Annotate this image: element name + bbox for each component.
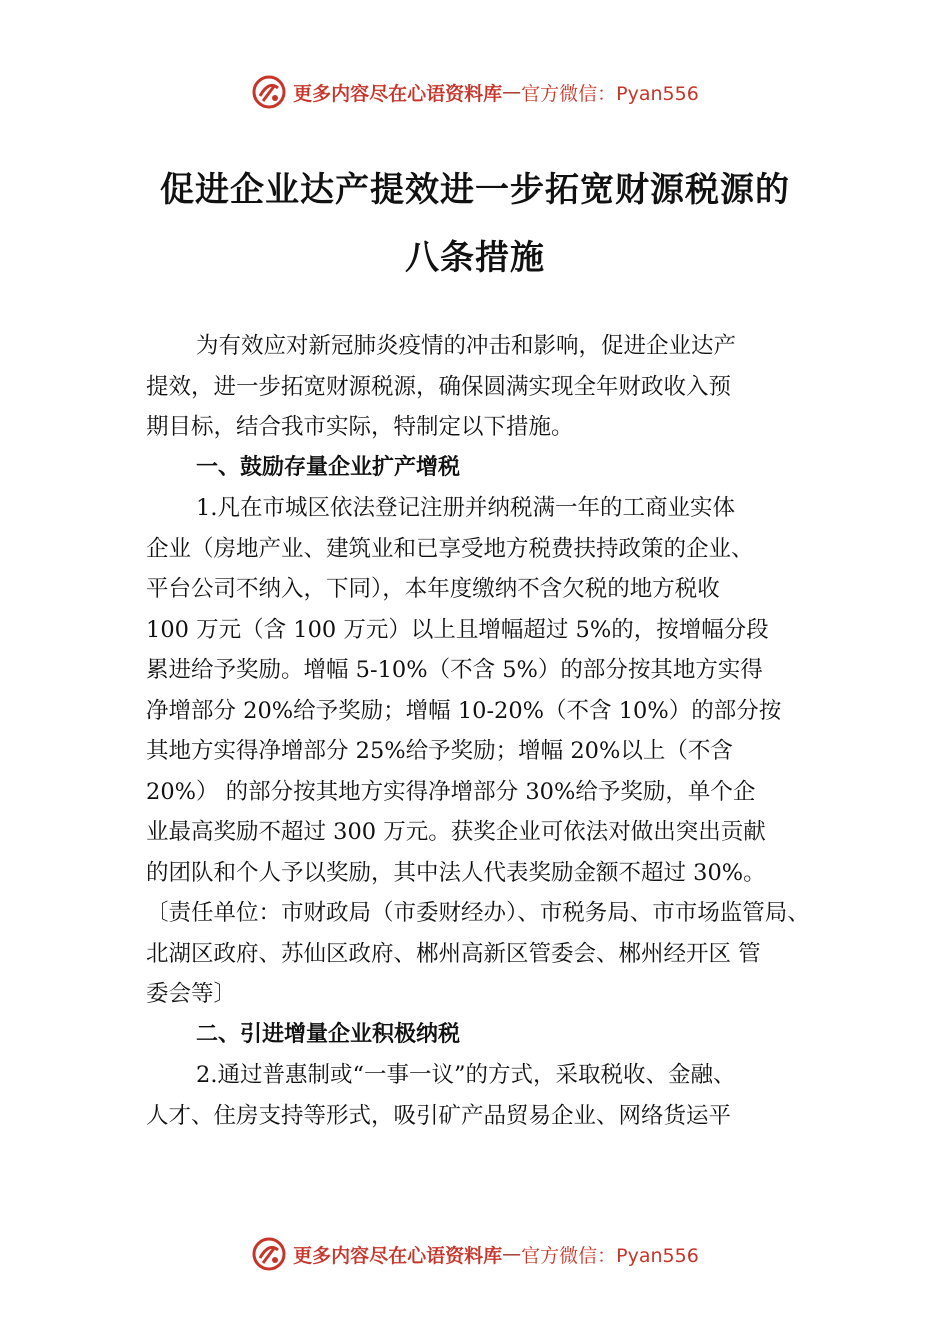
body-line: 〔责任单位：市财政局（市委财经办）、市税务局、市市场监管局、 xyxy=(146,900,810,926)
logo-icon xyxy=(251,1236,287,1272)
body-line: 净增部分 20%给予奖励；增幅 10-20%（不含 10%）的部分按 xyxy=(146,697,782,724)
body-line: 平台公司不纳入，下同），本年度缴纳不含欠税的地方税收 xyxy=(146,576,720,602)
body-line: 累进给予奖励。增幅 5-10%（不含 5%）的部分按其地方实得 xyxy=(146,657,763,683)
watermark-separator: — xyxy=(502,81,522,103)
body-line: 提效，进一步拓宽财源税源，确保圆满实现全年财政收入预 xyxy=(146,373,732,400)
section-heading-2: 二、引进增量企业积极纳税 xyxy=(196,1021,461,1047)
body-line: 委会等〕 xyxy=(146,981,237,1007)
body-line: 2.通过普惠制或“一事一议”的方式，采取税收、金融、 xyxy=(196,1062,736,1088)
document-title-line-1: 促进企业达产提效进一步拓宽财源税源的 xyxy=(160,170,790,210)
section-heading-1: 一、鼓励存量企业扩产增税 xyxy=(196,454,461,480)
body-line: 为有效应对新冠肺炎疫情的冲击和影响，促进企业达产 xyxy=(196,333,737,359)
document-title-line-2: 八条措施 xyxy=(405,238,545,278)
body-line: 20%） 的部分按其地方实得净增部分 30%给予奖励，单个企 xyxy=(146,778,756,805)
body-line: 期目标，结合我市实际，特制定以下措施。 xyxy=(146,414,574,440)
body-line: 北湖区政府、苏仙区政府、郴州高新区管委会、郴州经开区 管 xyxy=(146,940,761,967)
body-line: 企业（房地产业、建筑业和已享受地方税费扶持政策的企业、 xyxy=(146,535,754,562)
body-line: 1.凡在市城区依法登记注册并纳税满一年的工商业实体 xyxy=(196,495,735,521)
watermark-contact: 官方微信：Pyan556 xyxy=(521,82,699,105)
document-body xyxy=(146,326,846,1136)
watermark-text: 更多内容尽在心语资料库 xyxy=(293,1244,503,1267)
logo-icon xyxy=(251,74,287,110)
watermark-header xyxy=(0,74,950,110)
body-line: 其地方实得净增部分 25%给予奖励；增幅 20%以上（不含 xyxy=(146,738,733,764)
body-line: 的团队和个人予以奖励，其中法人代表奖励金额不超过 30%。 xyxy=(146,859,766,886)
watermark-contact: 官方微信：Pyan556 xyxy=(521,1244,699,1267)
body-line: 100 万元（含 100 万元）以上且增幅超过 5%的，按增幅分段 xyxy=(146,616,769,643)
watermark-footer xyxy=(0,1236,950,1272)
body-line: 业最高奖励不超过 300 万元。获奖企业可依法对做出突出贡献 xyxy=(146,819,766,845)
watermark-text: 更多内容尽在心语资料库 xyxy=(293,82,503,105)
body-line: 人才、住房支持等形式，吸引矿产品贸易企业、网络货运平 xyxy=(146,1102,732,1129)
watermark-separator: — xyxy=(502,1243,522,1265)
